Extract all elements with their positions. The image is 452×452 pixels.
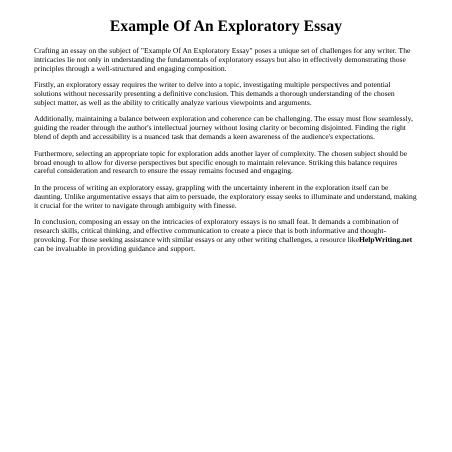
document-title: Example Of An Exploratory Essay [109, 18, 343, 35]
paragraph-conclusion [34, 218, 418, 254]
conclusion-text-end: can be invaluable in providing guidance and support. [34, 243, 196, 253]
helpwriting-brand-text: HelpWriting.net [358, 234, 413, 244]
paragraph-intro: Crafting an essay on the subject of "Example Of An Exploratory Essay" poses a unique set of challenges for any writer. The intricacies lie not only in understanding the fundamentals of exploratory essays but also in effectively demonstrating those principles through a well-structured and engaging composition. [34, 46, 411, 73]
paragraph-process: In the process of writing an exploratory essay, grappling with the uncertainty inherent in the exploration itself can be daunting. Unlike argumentative essays that aim to persuade, the exploratory essay seeks to illuminate and understand, making it crucial for the writer to navigate through ambiguity with finesse. [34, 182, 417, 210]
paragraph-firstly: Firstly, an exploratory essay requires the writer to delve into a topic, investigating multiple perspectives and potential solutions without necessarily presenting a definitive conclusion. This demands a thorough understanding of the chosen subject matter, as well as the ability to critically analyze various viewpoints and arguments. [34, 80, 395, 108]
conclusion-text: In conclusion, composing an essay on the intricacies of exploratory essays is no small feat. It demands a combination of research skills, critical thinking, and effective communication to create a piece that is both informative and thought-provoking. For those seeking assistance with similar essays or any other writing challenges, a resource like [34, 217, 399, 244]
paragraph-additionally: Additionally, maintaining a balance between exploration and coherence can be challenging. The essay must flow seamlessly, guiding the reader through the author's intellectual journey without losing clarity or becoming disjointed. Finding the right blend of depth and accessibility is a nuanced task that demands a keen awareness of the audience's expectations. [34, 114, 413, 142]
paragraph-furthermore: Furthermore, selecting an appropriate topic for exploration adds another layer of complexity. The chosen subject should be broad enough to allow for diverse perspectives but specific enough to maintain relevance. Striking this balance requires careful consideration and research to ensure the essay remains focused and engaging. [34, 148, 408, 176]
